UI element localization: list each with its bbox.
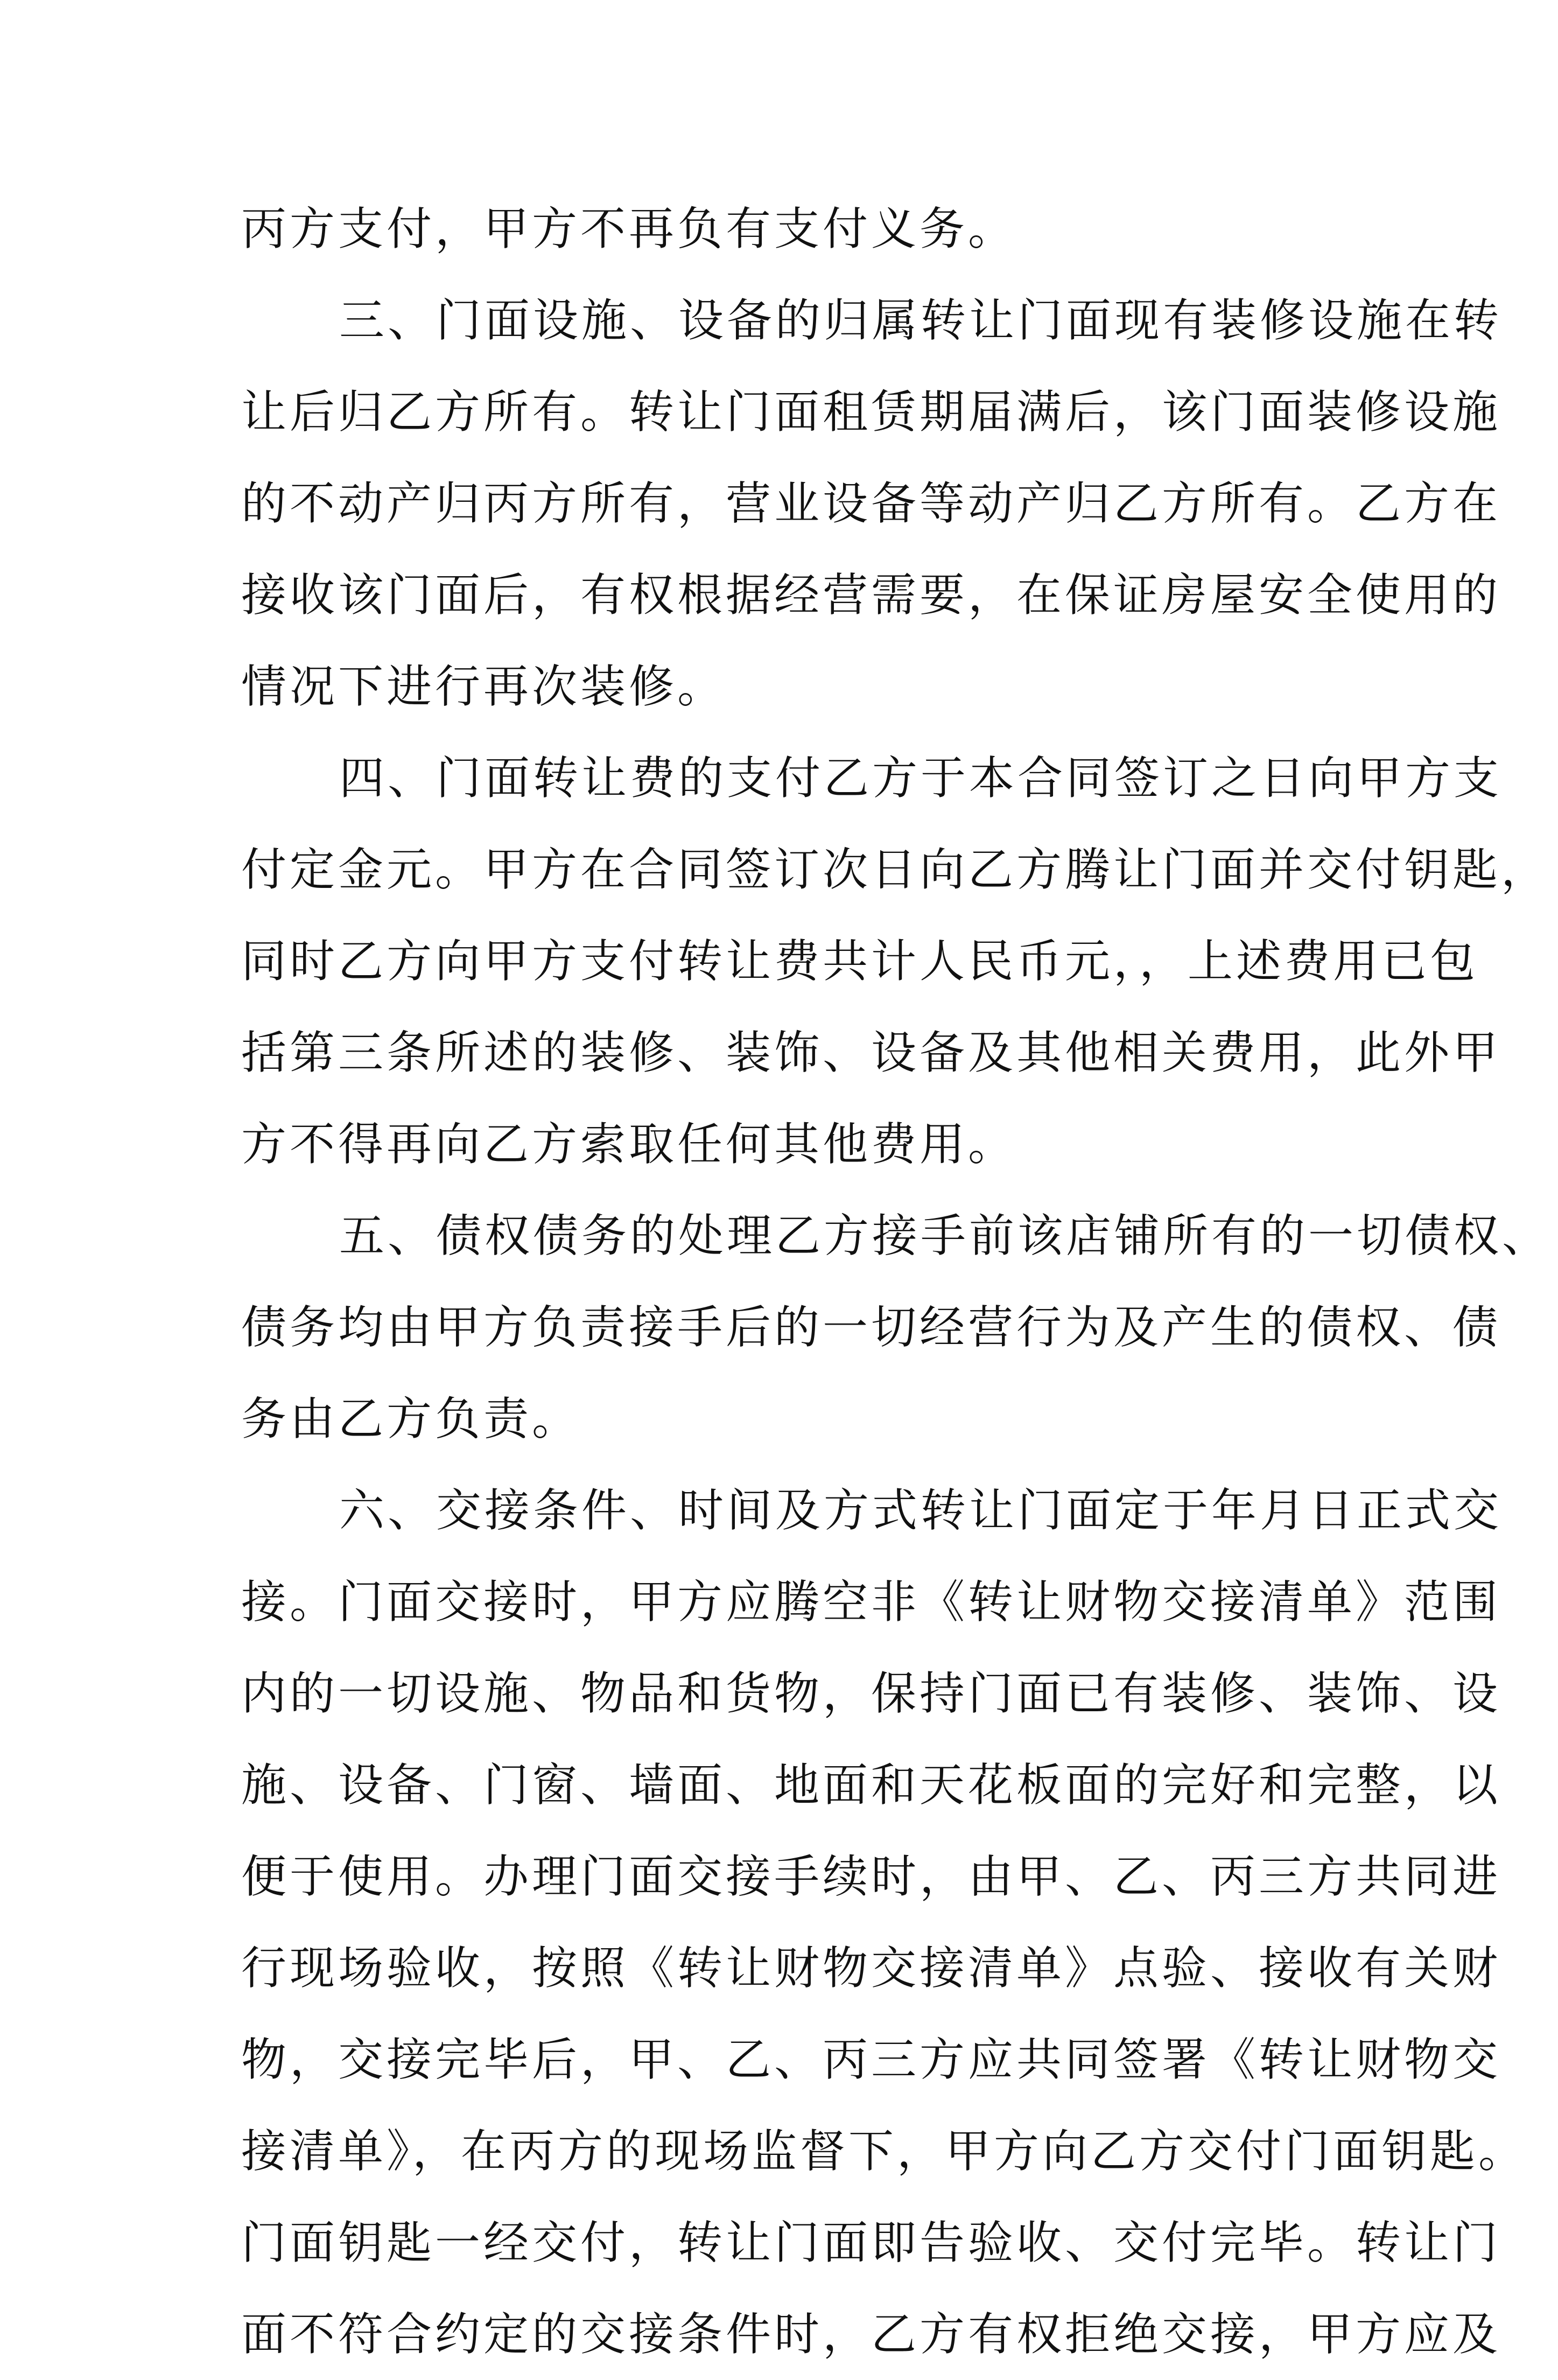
text-line: 方不得再向乙方索取任何其他费用。 [241, 1118, 1017, 1171]
text-line: 施、设备、门窗、墙面、地面和天花板面的完好和完整，以 [241, 1759, 1501, 1811]
text-line: 接收该门面后，有权根据经营需要，在保证房屋安全使用的 [241, 569, 1501, 621]
text-line: 丙方支付，甲方不再负有支付义务。 [241, 202, 1017, 255]
contract-body [241, 183, 1551, 2380]
text-line: 括第三条所述的装修、装饰、设备及其他相关费用，此外甲 [241, 1026, 1501, 1079]
text-line: 务由乙方负责。 [241, 1392, 581, 1445]
text-line: 同时乙方向甲方支付转让费共计人民币元，，上述费用已包 [241, 935, 1479, 988]
text-line: 付定金元。甲方在合同签订次日向乙方腾让门面并交付钥匙， [241, 843, 1550, 896]
clause-5-heading-line: 五、债权债务的处理乙方接手前该店铺所有的一切债权、 [339, 1209, 1551, 1262]
clause-3-heading-line: 三、门面设施、设备的归属转让门面现有装修设施在转 [339, 294, 1503, 347]
text-line: 的不动产归丙方所有，营业设备等动产归乙方所有。乙方在 [241, 477, 1501, 530]
text-line: 行现场验收，按照《转让财物交接清单》点验、接收有关财 [241, 1942, 1501, 1994]
text-line: 接清单》，在丙方的现场监督下，甲方向乙方交付门面钥匙。 [241, 2125, 1527, 2178]
text-line: 门面钥匙一经交付，转让门面即告验收、交付完毕。转让门 [241, 2216, 1501, 2269]
text-line: 债务均由甲方负责接手后的一切经营行为及产生的债权、债 [241, 1301, 1501, 1354]
text-line: 面不符合约定的交接条件时，乙方有权拒绝交接，甲方应及 [241, 2308, 1501, 2361]
text-line: 便于使用。办理门面交接手续时，由甲、乙、丙三方共同进 [241, 1850, 1501, 1903]
text-line: 让后归乙方所有。转让门面租赁期届满后，该门面装修设施 [241, 386, 1501, 438]
clause-6-heading-line: 六、交接条件、时间及方式转让门面定于年月日正式交 [339, 1484, 1503, 1537]
text-line: 内的一切设施、物品和货物，保持门面已有装修、装饰、设 [241, 1667, 1501, 1720]
text-line: 情况下进行再次装修。 [241, 660, 726, 713]
text-line: 物，交接完毕后，甲、乙、丙三方应共同签署《转让财物交 [241, 2033, 1501, 2086]
text-line: 接。门面交接时，甲方应腾空非《转让财物交接清单》范围 [241, 1576, 1501, 1628]
clause-4-heading-line: 四、门面转让费的支付乙方于本合同签订之日向甲方支 [339, 752, 1503, 804]
